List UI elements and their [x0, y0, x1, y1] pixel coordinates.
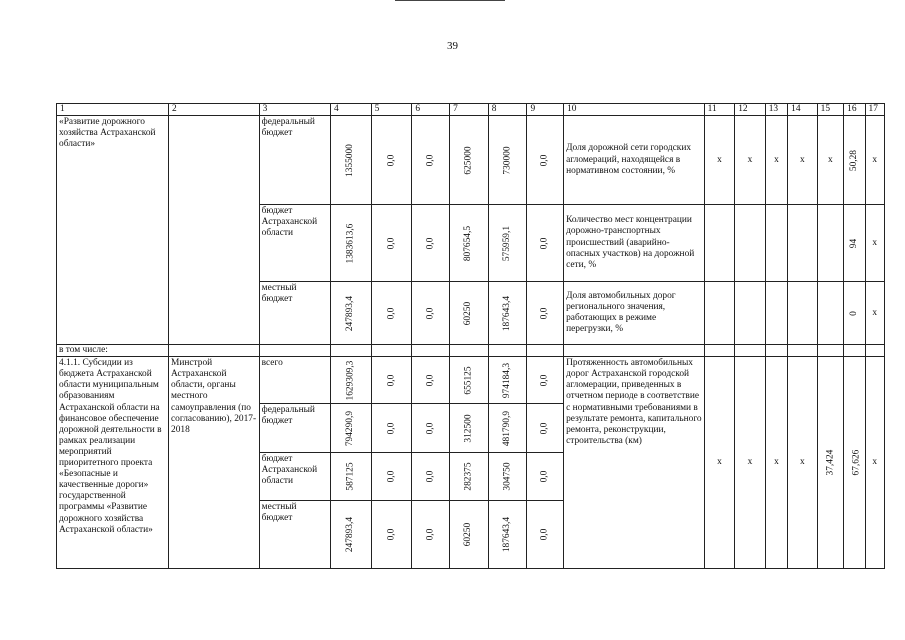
target-cell: x	[704, 357, 735, 569]
value-cell: 187643,4	[488, 501, 527, 569]
value-cell: 0,0	[371, 501, 412, 569]
col-num: 12	[735, 104, 766, 116]
col-num: 9	[527, 104, 564, 116]
subitem-executor: Минстрой Астраханской области, органы местного самоуправления (по согласованию), 2017-2018	[169, 357, 260, 569]
empty-cell	[765, 205, 787, 282]
target-cell: x	[865, 282, 885, 345]
value-cell: 807654,5	[450, 205, 489, 282]
funding-source: федеральный бюджет	[259, 404, 330, 453]
col-num: 17	[865, 104, 885, 116]
empty-cell	[788, 205, 818, 282]
target-cell: 37,424	[817, 357, 843, 569]
value-cell: 0,0	[371, 357, 412, 404]
col-num: 4	[330, 104, 371, 116]
empty-cell	[704, 282, 735, 345]
empty-cell	[765, 345, 787, 357]
table-row	[57, 345, 885, 357]
empty-cell	[488, 345, 527, 357]
funding-source: всего	[259, 357, 330, 404]
col-num: 7	[450, 104, 489, 116]
col-num: 6	[412, 104, 450, 116]
value-cell: 187643,4	[488, 282, 527, 345]
table-row	[57, 357, 885, 404]
target-cell: x	[765, 116, 787, 205]
empty-cell	[259, 345, 330, 357]
indicator-text: Протяженность автомобильных дорог Астраханской городской агломерации, приведенных в отчетном периоде в соответствие с нормативными требованиями в результате ремонта, капитального ремонта, реконструкции, строительства (км)	[564, 357, 705, 569]
value-cell: 0,0	[371, 116, 412, 205]
col-num: 10	[564, 104, 705, 116]
target-cell: x	[865, 357, 885, 569]
empty-cell	[865, 345, 885, 357]
indicator-text: Количество мест концентрации дорожно-транспортных происшествий (аварийно-опасных участков) на дорожной сети, %	[564, 205, 705, 282]
value-cell: 0,0	[371, 282, 412, 345]
target-cell: x	[735, 116, 766, 205]
empty-cell	[817, 282, 843, 345]
value-cell: 312500	[450, 404, 489, 453]
indicator-text: Доля автомобильных дорог регионального значения, работающих в режиме перегрузки, %	[564, 282, 705, 345]
value-cell: 0,0	[371, 404, 412, 453]
value-cell: 0,0	[412, 282, 450, 345]
value-cell: 0,0	[527, 282, 564, 345]
value-cell: 0,0	[371, 205, 412, 282]
col-num: 16	[844, 104, 865, 116]
value-cell: 0,0	[412, 501, 450, 569]
empty-cell	[788, 282, 818, 345]
value-cell: 0,0	[527, 357, 564, 404]
value-cell: 0,0	[371, 453, 412, 501]
value-cell: 0,0	[527, 116, 564, 205]
col-num: 15	[817, 104, 843, 116]
target-cell: 67,626	[844, 357, 865, 569]
col-num: 1	[57, 104, 169, 116]
empty-cell	[765, 282, 787, 345]
value-cell: 1355000	[330, 116, 371, 205]
value-cell: 1629309,3	[330, 357, 371, 404]
col-num: 2	[169, 104, 260, 116]
top-rule	[395, 0, 505, 1]
funding-source: бюджет Астраханской области	[259, 453, 330, 501]
funding-source: местный бюджет	[259, 282, 330, 345]
empty-cell	[704, 205, 735, 282]
value-cell: 0,0	[527, 453, 564, 501]
value-cell: 730000	[488, 116, 527, 205]
program-executor-cell	[169, 116, 260, 345]
empty-cell	[817, 205, 843, 282]
target-cell: x	[788, 116, 818, 205]
empty-cell	[788, 345, 818, 357]
target-cell: x	[865, 116, 885, 205]
funding-source: бюджет Астраханской области	[259, 205, 330, 282]
value-cell: 481790,9	[488, 404, 527, 453]
value-cell: 1383613,6	[330, 205, 371, 282]
value-cell: 304750	[488, 453, 527, 501]
col-num: 8	[488, 104, 527, 116]
value-cell: 0,0	[527, 501, 564, 569]
empty-cell	[735, 282, 766, 345]
indicator-text: Доля дорожной сети городских агломераций, находящейся в нормативном состоянии, %	[564, 116, 705, 205]
empty-cell	[450, 345, 489, 357]
value-cell: 794290,9	[330, 404, 371, 453]
empty-cell	[844, 345, 865, 357]
col-num: 13	[765, 104, 787, 116]
empty-cell	[371, 345, 412, 357]
empty-cell	[817, 345, 843, 357]
empty-cell	[735, 345, 766, 357]
value-cell: 0,0	[412, 453, 450, 501]
page-number: 39	[447, 40, 458, 52]
target-cell: 94	[844, 205, 865, 282]
value-cell: 625000	[450, 116, 489, 205]
target-cell: x	[765, 357, 787, 569]
target-cell: 50,28	[844, 116, 865, 205]
value-cell: 587125	[330, 453, 371, 501]
table-row	[57, 116, 885, 205]
empty-cell	[564, 345, 705, 357]
value-cell: 282375	[450, 453, 489, 501]
empty-cell	[704, 345, 735, 357]
value-cell: 247893,4	[330, 282, 371, 345]
budget-table	[56, 103, 885, 569]
value-cell: 0,0	[527, 404, 564, 453]
value-cell: 247893,4	[330, 501, 371, 569]
col-num: 5	[371, 104, 412, 116]
funding-source: местный бюджет	[259, 501, 330, 569]
value-cell: 0,0	[412, 404, 450, 453]
empty-cell	[735, 205, 766, 282]
empty-cell	[169, 345, 260, 357]
target-cell: 0	[844, 282, 865, 345]
program-name: «Развитие дорожного хозяйства Астраханской области»	[57, 116, 169, 345]
target-cell: x	[817, 116, 843, 205]
value-cell: 0,0	[412, 116, 450, 205]
value-cell: 0,0	[412, 205, 450, 282]
target-cell: x	[735, 357, 766, 569]
value-cell: 0,0	[412, 357, 450, 404]
including-label: в том числе:	[57, 345, 169, 357]
value-cell: 60250	[450, 501, 489, 569]
target-cell: x	[788, 357, 818, 569]
col-num: 3	[259, 104, 330, 116]
empty-cell	[527, 345, 564, 357]
column-number-row	[57, 104, 885, 116]
empty-cell	[412, 345, 450, 357]
empty-cell	[330, 345, 371, 357]
target-cell: x	[704, 116, 735, 205]
col-num: 11	[704, 104, 735, 116]
subitem-name: 4.1.1. Субсидии из бюджета Астраханской области муниципальным образованиям Астраханской области на финансовое обеспечение дорожной деятельности в рамках реализации мероприятий приоритетного проекта «Безопасные и качественные дороги» государственной программы «Развитие дорожного хозяйства Астраханской области»	[57, 357, 169, 569]
value-cell: 0,0	[527, 205, 564, 282]
funding-source: федеральный бюджет	[259, 116, 330, 205]
value-cell: 974184,3	[488, 357, 527, 404]
value-cell: 575959,1	[488, 205, 527, 282]
target-cell: x	[865, 205, 885, 282]
col-num: 14	[788, 104, 818, 116]
value-cell: 60250	[450, 282, 489, 345]
value-cell: 655125	[450, 357, 489, 404]
